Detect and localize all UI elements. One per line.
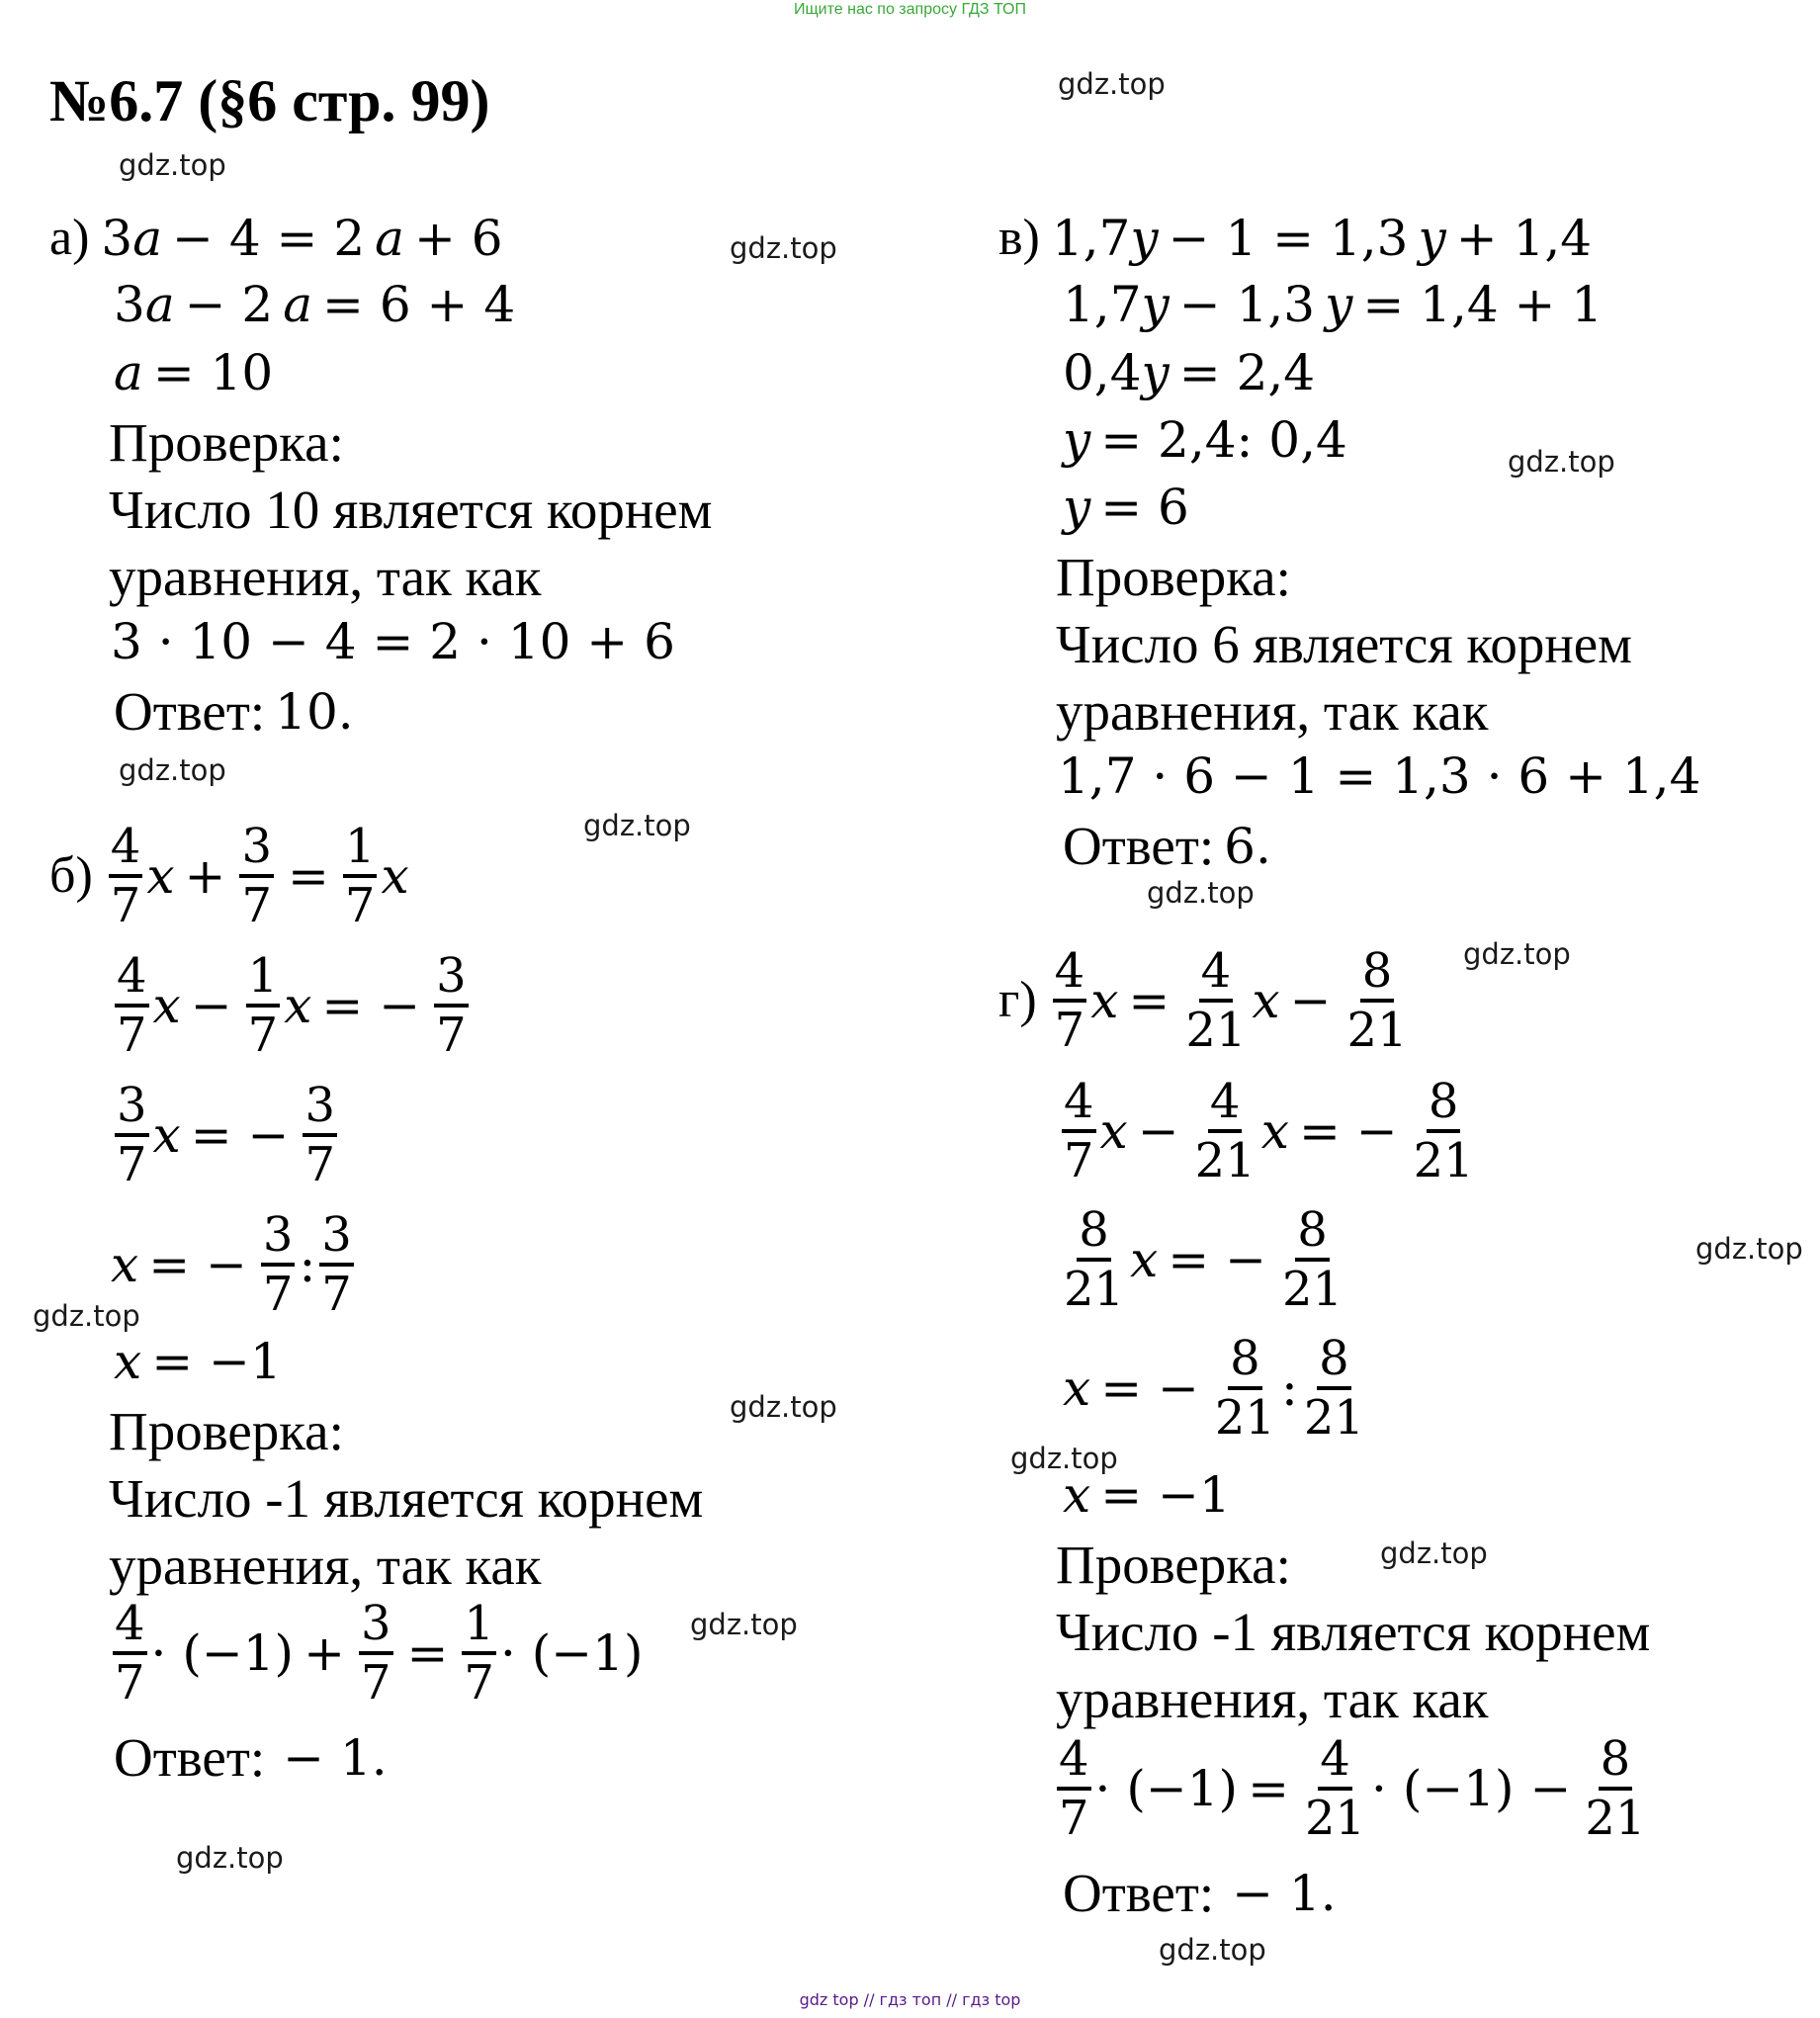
watermark: gdz.top <box>730 1390 837 1424</box>
fraction: $\frac{8}{21}$ <box>1346 943 1408 1058</box>
watermark: gdz.top <box>730 231 837 265</box>
part-b-because: уравнения, так как <box>109 1535 542 1596</box>
watermark: gdz.top <box>1147 876 1255 910</box>
fraction: $\frac{3}{7}$ <box>241 819 272 933</box>
fraction: $\frac{8}{21}$ <box>1214 1331 1275 1446</box>
watermark: gdz.top <box>690 1608 798 1641</box>
watermark: gdz.top <box>1159 1933 1266 1967</box>
part-a-equation: а) 3 a − 4 = 2 a + 6 <box>49 210 503 267</box>
fraction: $\frac{4}{21}$ <box>1194 1074 1256 1188</box>
watermark: gdz.top <box>1010 1442 1118 1475</box>
part-g-verify: $\frac{4}{7}$ · (−1) = $\frac{4}{21}$ · (−1) − $\frac{8}{21}$ <box>1059 1731 1646 1846</box>
fraction: $\frac{8}{21}$ <box>1281 1202 1343 1317</box>
fraction: $\frac{1}{7}$ <box>247 948 279 1063</box>
part-v-step-4: y = 6 <box>1063 479 1189 536</box>
search-hint-banner: Ищите нас по запросу ГДЗ ТОП <box>794 1 1026 18</box>
watermark: gdz.top <box>176 1841 284 1875</box>
part-v-label: в) <box>998 210 1040 266</box>
part-b-step-1: $\frac{4}{7}$ x − $\frac{1}{7}$ x = − $\frac{3}{7}$ <box>117 948 467 1063</box>
watermark: gdz.top <box>583 809 691 842</box>
part-a-because: уравнения, так как <box>109 547 542 607</box>
part-v-step-1: 1,7 y − 1,3 y = 1,4 + 1 <box>1063 276 1603 333</box>
part-g-equation: г) $\frac{4}{7}$ x = $\frac{4}{21}$ x − $\frac{8}{21}$ <box>998 943 1408 1058</box>
watermark: gdz.top <box>119 753 226 787</box>
fraction: $\frac{8}{21}$ <box>1413 1074 1474 1188</box>
fraction: $\frac{3}{7}$ <box>321 1207 352 1322</box>
fraction: $\frac{3}{7}$ <box>304 1078 335 1192</box>
fraction: $\frac{3}{7}$ <box>436 948 467 1063</box>
part-b-step-2: $\frac{3}{7}$ x = − $\frac{3}{7}$ <box>117 1078 335 1192</box>
part-a-step-2: a = 10 <box>114 344 274 401</box>
part-b-step-4: x = −1 <box>114 1333 282 1390</box>
part-g-label: г) <box>998 972 1037 1028</box>
fraction: $\frac{4}{7}$ <box>115 1596 145 1711</box>
part-g-step-3: x = − $\frac{8}{21}$ : $\frac{8}{21}$ <box>1063 1331 1364 1446</box>
fraction: $\frac{8}{21}$ <box>1064 1202 1125 1317</box>
fraction: $\frac{4}{21}$ <box>1185 943 1247 1058</box>
part-a-root-text: Число 10 является корнем <box>109 480 713 540</box>
part-v-verify: 1,7 · 6 − 1 = 1,3 · 6 + 1,4 <box>1058 747 1701 805</box>
fraction: $\frac{8}{21}$ <box>1303 1331 1364 1446</box>
part-g-step-4: x = −1 <box>1063 1466 1231 1524</box>
fraction: $\frac{4}{7}$ <box>1064 1074 1094 1188</box>
part-v-step-3: y = 2,4: 0,4 <box>1063 411 1347 469</box>
part-b-verify: $\frac{4}{7}$ · (−1) + $\frac{3}{7}$ = $\frac{1}{7}$ · (−1) <box>115 1596 644 1711</box>
fraction: $\frac{4}{7}$ <box>1054 943 1085 1058</box>
watermark: gdz.top <box>1508 445 1615 479</box>
part-a-answer: Ответ: 10. <box>114 681 354 742</box>
part-g-because: уравнения, так как <box>1056 1669 1489 1729</box>
fraction: $\frac{8}{21}$ <box>1585 1731 1646 1846</box>
watermark: gdz.top <box>1380 1536 1488 1570</box>
fraction: $\frac{3}{7}$ <box>117 1078 147 1192</box>
part-b-equation: б) $\frac{4}{7}$ x + $\frac{3}{7}$ = $\frac{1}{7}$ x <box>49 819 409 933</box>
part-b-root-text: Число -1 является корнем <box>109 1468 704 1529</box>
part-v-equation: в) 1,7 y − 1 = 1,3 y + 1,4 <box>998 210 1593 267</box>
watermark: gdz.top <box>119 148 226 182</box>
fraction: $\frac{4}{21}$ <box>1304 1731 1366 1846</box>
watermark: gdz.top <box>1058 67 1166 101</box>
part-v-root-text: Число 6 является корнем <box>1056 614 1632 674</box>
bottom-links: gdz top // гдз топ // гдз top <box>799 1990 1021 2009</box>
problem-title: №6.7 (§6 стр. 99) <box>49 68 490 133</box>
part-a-label: а) <box>49 210 90 266</box>
part-a-check-label: Проверка: <box>109 412 344 473</box>
part-v-check-label: Проверка: <box>1056 547 1291 607</box>
fraction: $\frac{4}{7}$ <box>117 948 147 1063</box>
fraction: $\frac{1}{7}$ <box>344 819 376 933</box>
part-v-because: уравнения, так как <box>1056 681 1489 742</box>
fraction: $\frac{1}{7}$ <box>464 1596 494 1711</box>
part-b-answer: Ответ: − 1. <box>114 1727 388 1788</box>
part-g-answer: Ответ: − 1. <box>1063 1863 1337 1923</box>
fraction: $\frac{4}{7}$ <box>110 819 141 933</box>
part-b-check-label: Проверка: <box>109 1401 344 1461</box>
part-a-verify: 3 · 10 − 4 = 2 · 10 + 6 <box>111 613 675 670</box>
part-a-step-1: 3 a − 2 a = 6 + 4 <box>114 276 516 333</box>
fraction: $\frac{3}{7}$ <box>262 1207 294 1322</box>
fraction: $\frac{4}{7}$ <box>1059 1731 1089 1846</box>
part-g-step-2: $\frac{8}{21}$ x = − $\frac{8}{21}$ <box>1064 1202 1343 1317</box>
part-g-step-1: $\frac{4}{7}$ x − $\frac{4}{21}$ x = − $\frac{8}{21}$ <box>1064 1074 1474 1188</box>
part-g-check-label: Проверка: <box>1056 1535 1291 1595</box>
part-v-answer: Ответ: 6. <box>1063 816 1271 876</box>
watermark: gdz.top <box>33 1299 140 1333</box>
fraction: $\frac{3}{7}$ <box>360 1596 391 1711</box>
part-b-step-3: x = − $\frac{3}{7}$ : $\frac{3}{7}$ <box>111 1207 352 1322</box>
part-b-label: б) <box>49 847 93 904</box>
part-g-root-text: Число -1 является корнем <box>1056 1602 1651 1662</box>
watermark: gdz.top <box>1463 937 1571 971</box>
part-v-step-2: 0,4 y = 2,4 <box>1063 344 1316 401</box>
watermark: gdz.top <box>1695 1232 1803 1266</box>
